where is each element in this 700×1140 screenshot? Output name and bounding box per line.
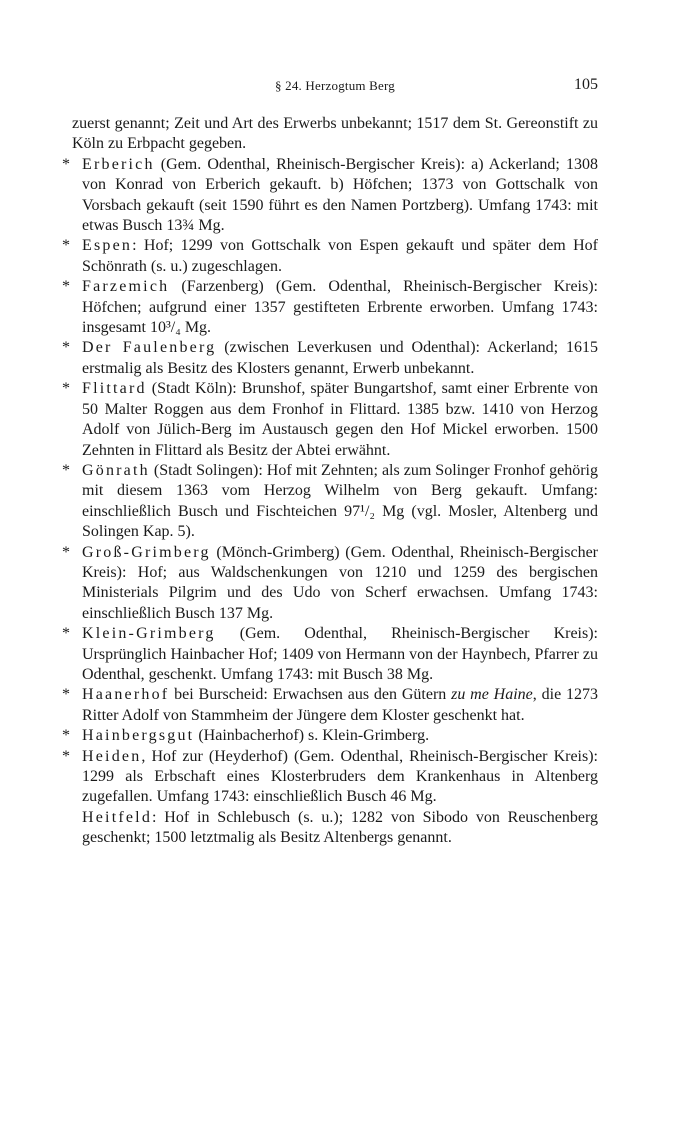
asterisk-marker: * bbox=[62, 727, 70, 745]
entry-name: Haanerhof bbox=[82, 686, 170, 704]
entry-text: (Gem. Odenthal, Rheinisch-Bergischer Kreis): Ursprünglich Hainbacher Hof; 1409 von Hermann von der Haynbech, Pfarrer zu Odenthal, geschenkt. Umfang 1743: mit Busch 38 Mg. bbox=[82, 625, 598, 683]
asterisk-marker: * bbox=[62, 625, 70, 643]
entry-name: Heiden bbox=[82, 747, 142, 765]
entry-name: Hainbergsgut bbox=[82, 727, 195, 745]
page-number: 105 bbox=[574, 76, 598, 93]
entry-text: : Hof; 1299 von Gottschalk von Espen gekauft und später dem Hof Schönrath (s. u.) zugeschlagen. bbox=[82, 237, 598, 275]
entry-italic-phrase: zu me Haine bbox=[451, 686, 533, 704]
entry-name: Flittard bbox=[82, 380, 147, 398]
entry-text: (zwischen Leverkusen und Odenthal): Ackerland; 1615 erstmalig als Besitz des Klosters genannt, Erwerb unbekannt. bbox=[82, 339, 598, 377]
entry-name: Der Faulenberg bbox=[82, 339, 217, 357]
entry-heitfeld bbox=[72, 808, 598, 849]
entry-gross-grimberg bbox=[62, 543, 598, 625]
entry-klein-grimberg bbox=[62, 624, 598, 685]
entry-hainbergsgut bbox=[62, 726, 598, 746]
entry-erberich bbox=[62, 155, 598, 237]
asterisk-marker: * bbox=[62, 155, 70, 173]
entry-name: Erberich bbox=[82, 155, 155, 173]
entry-espen bbox=[62, 236, 598, 277]
asterisk-marker: * bbox=[62, 543, 70, 561]
entry-name: Farzemich bbox=[82, 278, 170, 296]
entry-name: Groß-Grimberg bbox=[82, 543, 211, 561]
asterisk-marker: * bbox=[62, 747, 70, 765]
entry-name: Gönrath bbox=[82, 461, 150, 479]
entry-goenrath bbox=[62, 461, 598, 543]
entry-name: Espen bbox=[82, 237, 133, 255]
asterisk-marker: * bbox=[62, 461, 70, 479]
entry-text: , Hof zur (Heyderhof) (Gem. Odenthal, Rheinisch-Bergischer Kreis): 1299 als Erbschaft eines Klosterbruders dem Krankenhaus in Altenberg zugefallen. Umfang 1743: einschließlich Busch 46 Mg. bbox=[82, 747, 598, 806]
entry-faulenberg bbox=[62, 338, 598, 379]
entry-text: zuerst genannt; Zeit und Art des Erwerbs unbekannt; 1517 dem St. Gereonstift zu Köln zu Erbpacht gegeben. bbox=[72, 115, 598, 153]
entry-flittard bbox=[62, 379, 598, 461]
asterisk-marker: * bbox=[62, 339, 70, 357]
entry-text: (Mönch-Grimberg) (Gem. Odenthal, Rheinisch-Bergischer Kreis): Hof; aus Waldschenkungen von 1210 und 1259 des bergischen Ministerials Pilgrim und des Udo von Scherf erwachsen. Umfang 1743: einschließlich Busch 137 Mg. bbox=[82, 543, 598, 622]
entry-text: (Gem. Odenthal, Rheinisch-Bergischer Kreis): a) Ackerland; 1308 von Konrad von Erberich gekauft. b) Höfchen; 1373 von Gottschalk von Vorsbach gekauft (seit 1590 führt es den Namen Portzberg). Umfang 1743: mit etwas Busch 13¾ Mg. bbox=[82, 155, 598, 235]
running-head: § 24. Herzogtum Berg bbox=[274, 78, 396, 93]
entry-text: (Hainbacherhof) s. Klein-Grimberg. bbox=[194, 727, 430, 745]
entry-continuation bbox=[72, 114, 598, 155]
entry-text: : Hof in Schlebusch (s. u.); 1282 von Sibodo von Reuschenberg geschenkt; 1500 letztmalig als Besitz Altenbergs genannt. bbox=[82, 808, 598, 847]
entry-name: Heitfeld bbox=[82, 808, 153, 826]
entry-farzemich bbox=[62, 277, 598, 338]
entry-text: (Stadt Solingen): Hof mit Zehnten; als zum Solinger Fronhof gehörig mit diesem 1363 vom Herzog Wilhelm von Berg gekauft. Umfang: einschließlich Busch und Fischteichen 97¹/₂ Mg (vgl. Mosler, Altenberg und Solingen Kap. 5). bbox=[82, 461, 598, 541]
entry-name: Klein-Grimberg bbox=[82, 625, 216, 643]
entry-heiden bbox=[62, 747, 598, 808]
entry-text: bei Burscheid: Erwachsen aus den Gütern bbox=[169, 686, 452, 704]
entry-haanerhof bbox=[62, 685, 599, 726]
body-text bbox=[62, 114, 599, 849]
asterisk-marker: * bbox=[62, 237, 70, 255]
entry-text: , die 1273 Ritter Adolf von Stammheim der Jüngere dem Kloster geschenkt hat. bbox=[82, 686, 599, 724]
entry-text: (Farzenberg) (Gem. Odenthal, Rheinisch-Bergischer Kreis): Höfchen; aufgrund einer 1357 gestifteten Erbrente erworben. Umfang 1743: insgesamt 10³/₄ Mg. bbox=[82, 278, 598, 337]
asterisk-marker: * bbox=[62, 278, 70, 296]
asterisk-marker: * bbox=[62, 380, 70, 398]
asterisk-marker: * bbox=[62, 686, 70, 704]
page-header bbox=[72, 76, 598, 98]
entry-text: (Stadt Köln): Brunshof, später Bungartshof, samt einer Erbrente von 50 Malter Roggen aus dem Fronhof in Flittard. 1385 bzw. 1410 von Herzog Adolf von Jülich-Berg im Austausch gegen den Hof Mickel erworben. 1500 Zehnten in Flittard als Besitz der Abtei erwähnt. bbox=[82, 380, 598, 459]
